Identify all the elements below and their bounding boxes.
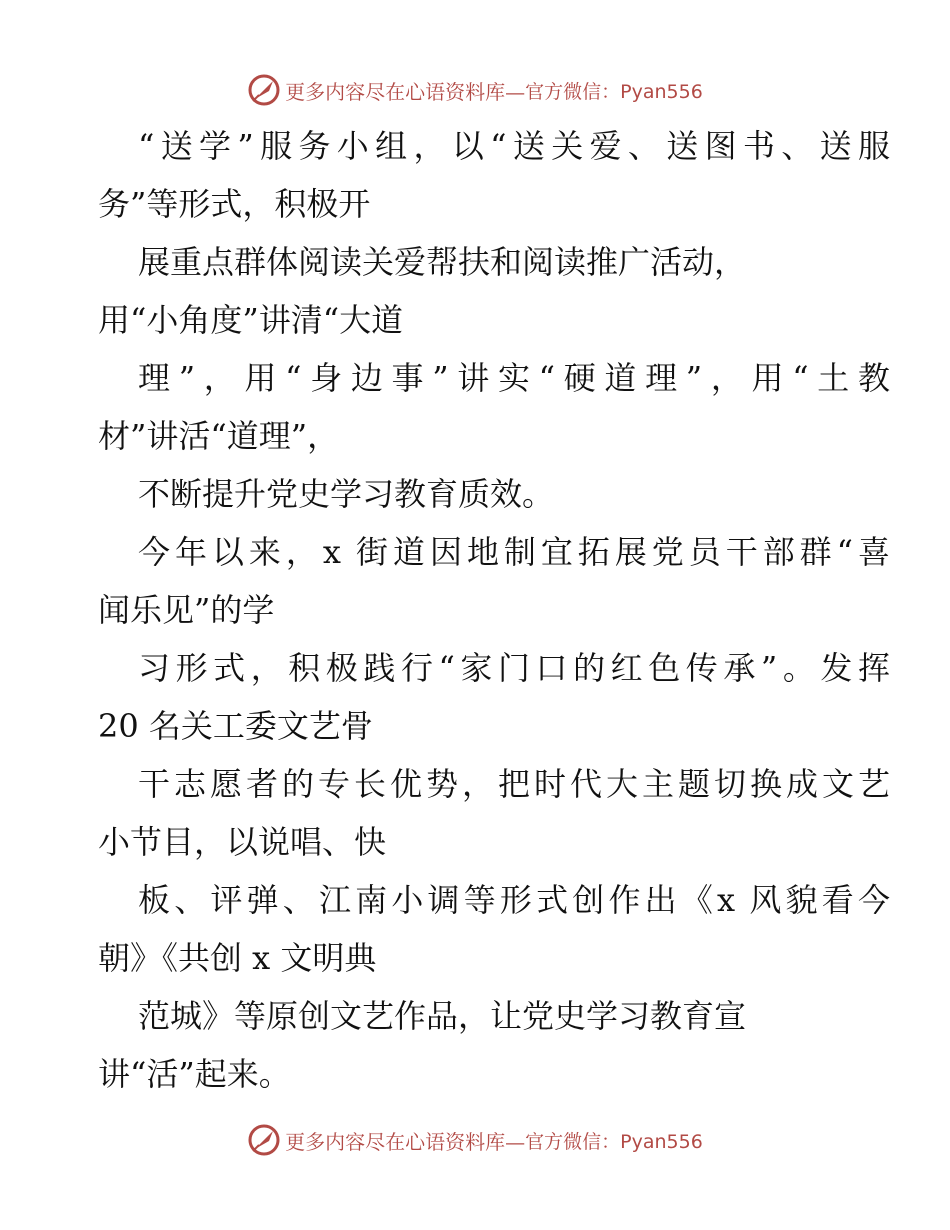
- text-line: 朝》《共创 x 文明典: [98, 939, 377, 977]
- banner-contact-text: 官方微信：Pyan556: [525, 80, 703, 103]
- header-banner: [0, 70, 950, 110]
- banner-brand-text: 更多内容尽在心语资料库—: [285, 79, 526, 104]
- text-line: 干志愿者的专长优势，把时代大主题切换成文艺: [138, 765, 890, 803]
- text-line: 务”等形式，积极开: [98, 185, 371, 223]
- footer-banner: [0, 1120, 950, 1160]
- text-line: 20 名关工委文艺骨: [98, 707, 373, 745]
- banner-contact-text: 官方微信：Pyan556: [525, 1130, 703, 1153]
- text-line: 不断提升党史学习教育质效。: [138, 475, 555, 513]
- text-line: 展重点群体阅读关爱帮扶和阅读推广活动，: [138, 243, 747, 281]
- quill-pen-logo-icon: [247, 73, 281, 107]
- text-line: 习形式，积极践行“家门口的红色传承”。发挥: [138, 649, 890, 687]
- text-line: 闻乐见”的学: [98, 591, 275, 629]
- text-line: “送学”服务小组，以“送关爱、送图书、送服: [138, 127, 890, 165]
- text-line: 用“小角度”讲清“大道: [98, 301, 404, 339]
- text-line: 材”讲活“道理”，: [98, 417, 340, 455]
- text-line: 范城》等原创文艺作品，让党史学习教育宣: [138, 997, 747, 1035]
- text-line: 理”，用“身边事”讲实“硬道理”，用“土教: [138, 359, 890, 397]
- text-line: 今年以来，x 街道因地制宜拓展党员干部群“喜: [138, 533, 890, 571]
- quill-pen-logo-icon: [247, 1123, 281, 1157]
- text-line: 讲“活”起来。: [98, 1055, 291, 1093]
- text-line: 板、评弹、江南小调等形式创作出《x 风貌看今: [138, 881, 890, 919]
- banner-brand-text: 更多内容尽在心语资料库—: [285, 1129, 526, 1154]
- text-line: 小节目，以说唱、快: [98, 823, 387, 861]
